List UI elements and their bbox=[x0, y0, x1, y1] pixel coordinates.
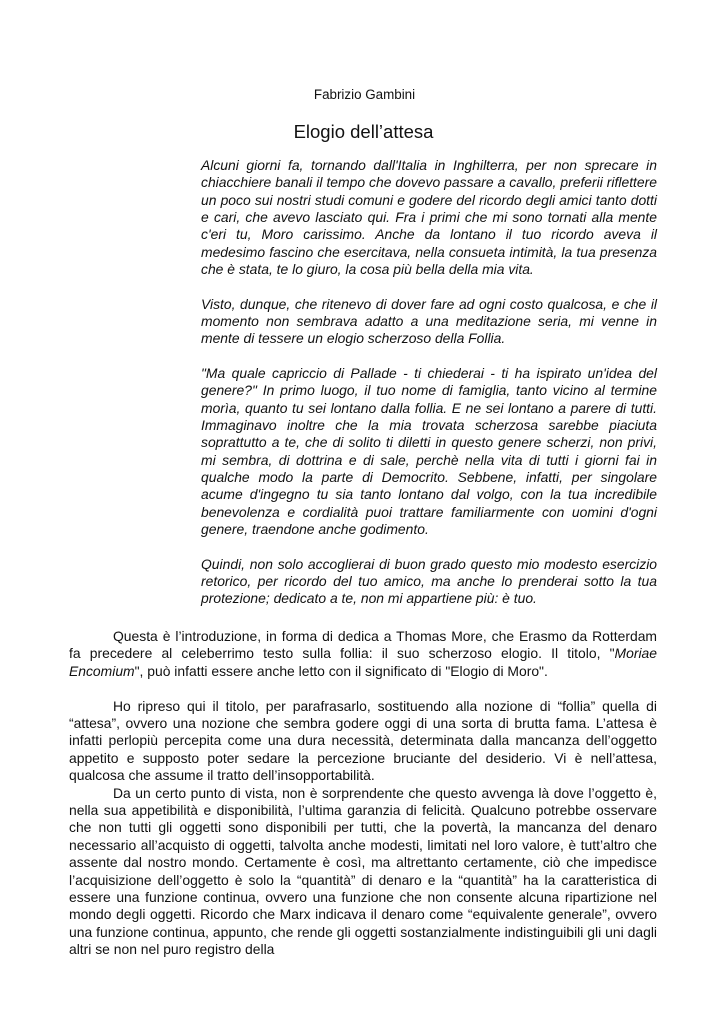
body-text bbox=[69, 628, 657, 959]
author-name: Fabrizio Gambini bbox=[313, 87, 416, 102]
body-paragraph: Ho ripreso qui il titolo, per parafrasarlo, sostituendo alla nozione di “follia” quella di “attesa”, ovvero una nozione che sembra godere oggi di una sorta di brutta fama. L’attesa è infatti perlopiù percepita come una dura necessità, determinata dalla mancanza dell’oggetto appetito e supposto poter sedare la percezione bruciante del desiderio. Vi è nell’attesa, qualcosa che assume il tratto dell’insopportabilità. bbox=[69, 697, 657, 784]
quote-paragraph: "Ma quale capriccio di Pallade - ti chiederai - ti ha ispirato un'idea del genere?" In primo luogo, il tuo nome di famiglia, tanto vicino al termine morìa, quanto tu sei lontano dalla follia. E ne sei lontano a parere di tutti. Immaginavo inoltre che la mia trovata scherzosa sarebbe piaciuta soprattutto a te, che di solito ti diletti in questo genere scherzi, non privi, mi sembra, di dottrina e di sale, perchè nella vita di tutti i giorni fai in qualche modo la parte di Democrito. Sebbene, infatti, per singolare acume d'ingegno tu sia tanto lontano dal volgo, con la tua incredibile benevolenza e cordialità puoi trattare familiarmente con uomini d'ogni genere, traendone anche godimento. bbox=[201, 365, 657, 538]
quote-paragraph: Alcuni giorni fa, tornando dall'Italia in Inghilterra, per non sprecare in chiacchiere banali il tempo che dovevo passare a cavallo, preferii riflettere un poco sui nostri studi comuni e godere del ricordo degli amici tanto dotti e cari, che avevo lasciato qui. Fra i primi che mi sono tornati alla mente c'eri tu, Moro carissimo. Anche da lontano il tuo ricordo aveva il medesimo fascino che esercitava, nella consueta intimità, la tua presenza che è stata, te lo giuro, la cosa più bella della mia vita. bbox=[201, 157, 657, 278]
quote-paragraph: Visto, dunque, che ritenevo di dover fare ad ogni costo qualcosa, e che il momento non sembrava adatto a una meditazione seria, mi venne in mente di tessere un elogio scherzoso della Follia. bbox=[201, 295, 657, 347]
intro-text-after: ", può infatti essere anche letto con il significato di "Elogio di Moro". bbox=[134, 662, 548, 679]
page-title: Elogio dell’attesa bbox=[293, 121, 434, 142]
dedication-quote bbox=[201, 157, 657, 625]
body-paragraph: Da un certo punto di vista, non è sorprendente che questo avvenga là dove l’oggetto è, nella sua appetibilità e disponibilità, l’ultima garanzia di felicità. Qualcuno potrebbe osservare che non tutti gli oggetti sono disponibili per tutti, che la povertà, la mancanza del denaro necessario all’acquisto di oggetti, talvolta anche modesti, limitati nel loro valore, è tutt’altro che assente dal nostro mondo. Certamente è così, ma altrettanto certamente, ciò che impedisce l’acquisizione dell’oggetto è solo la “quantità” di denaro e la “quantità” ha la caratteristica di essere una funzione continua, ovvero una funzione che non consente alcuna ripartizione nel mondo degli oggetti. Ricordo che Marx indicava il denaro come “equivalente generale”, ovvero una funzione continua, appunto, che rende gli oggetti sostanzialmente indistinguibili gli uni dagli altri se non nel puro registro della bbox=[69, 784, 657, 958]
intro-paragraph bbox=[69, 628, 657, 680]
quote-paragraph: Quindi, non solo accoglierai di buon grado questo mio modesto esercizio retorico, per ricordo del tuo amico, ma anche lo prenderai sotto la tua protezione; dedicato a te, non mi appartiene più: è tuo. bbox=[201, 555, 657, 607]
intro-text-before: Questa è l’introduzione, in forma di dedica a Thomas More, che Erasmo da Rotterdam fa precedere al celeberrimo testo sulla follia: il suo scherzoso elogio. Il titolo, " bbox=[69, 628, 657, 662]
work-title-italic: Moriae Encomium bbox=[69, 645, 657, 679]
